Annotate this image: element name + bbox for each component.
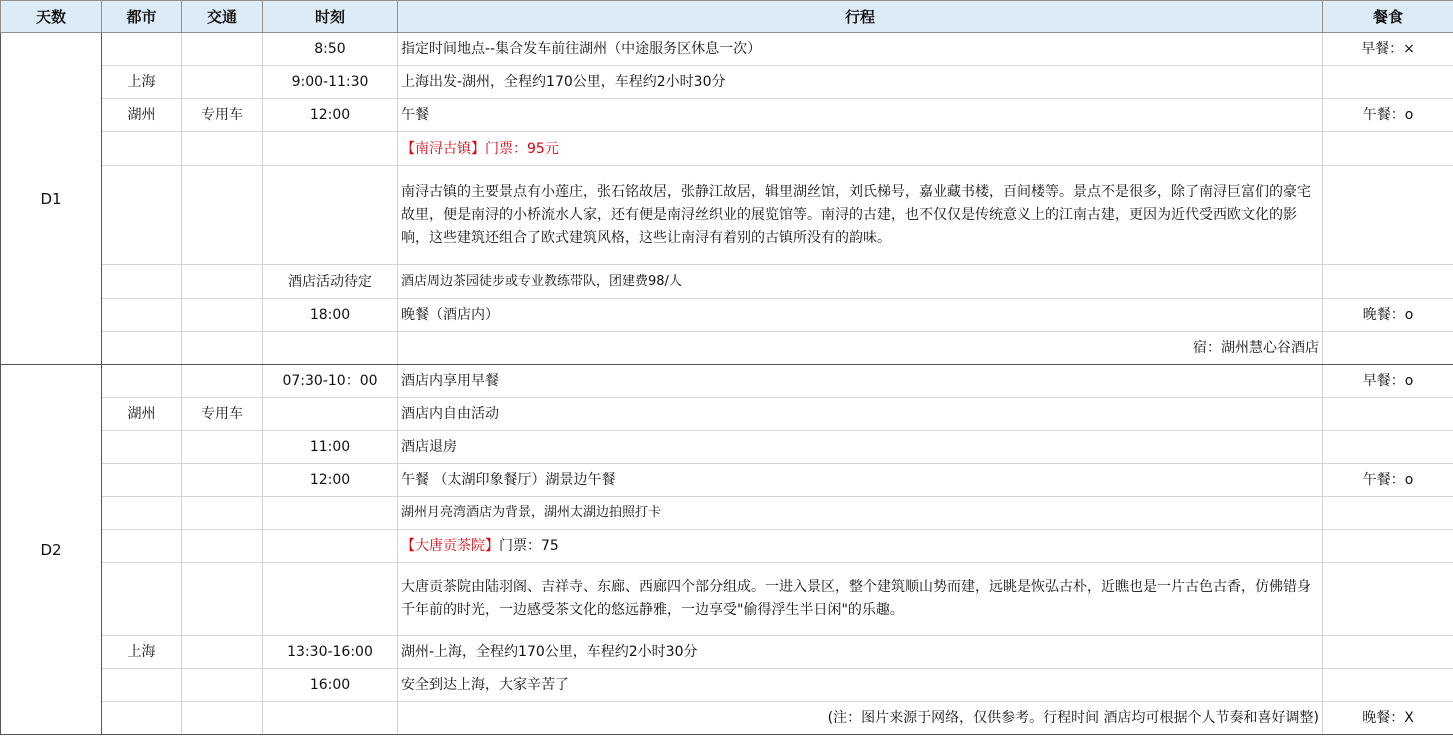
transport-cell (182, 166, 263, 265)
transport-cell: 专用车 (182, 99, 263, 132)
time-cell: 12:00 (263, 464, 398, 497)
time-cell: 13:30-16:00 (263, 636, 398, 669)
city-cell (102, 431, 182, 464)
scenic-description: 大唐贡茶院由陆羽阁、吉祥寺、东廊、西廊四个部分组成。一进入景区，整个建筑顺山势而建，远眺是恢弘古朴，近瞧也是一片古色古香，仿佛错身千年前的时光，一边感受茶文化的悠远静雅，一边享受"偷得浮生半日闲"的乐趣。 (398, 563, 1323, 636)
scenic-spot-title (398, 530, 1323, 563)
city-cell (102, 299, 182, 332)
trip-cell: 湖州-上海，全程约170公里，车程约2小时30分 (398, 636, 1323, 669)
transport-cell (182, 365, 263, 398)
table-row (1, 33, 1453, 66)
meal-cell (1323, 132, 1453, 166)
time-cell (263, 563, 398, 636)
meal-cell (1323, 636, 1453, 669)
meal-cell (1323, 497, 1453, 530)
table-row (1, 464, 1453, 497)
table-row (1, 398, 1453, 431)
city-cell (102, 132, 182, 166)
trip-cell: 午餐 (398, 99, 1323, 132)
time-cell (263, 132, 398, 166)
header-meal: 餐食 (1323, 1, 1453, 33)
scenic-spot-name: 【大唐贡茶院】 (401, 538, 499, 554)
trip-cell: 酒店内自由活动 (398, 398, 1323, 431)
time-cell (263, 332, 398, 365)
city-cell (102, 365, 182, 398)
table-row (1, 530, 1453, 563)
trip-cell: 湖州月亮湾酒店为背景，湖州太湖边拍照打卡 (398, 497, 1323, 530)
city-cell (102, 497, 182, 530)
transport-cell (182, 332, 263, 365)
transport-cell (182, 66, 263, 99)
trip-cell: 酒店退房 (398, 431, 1323, 464)
time-cell: 16:00 (263, 669, 398, 702)
trip-cell: 午餐 （太湖印象餐厅）湖景边午餐 (398, 464, 1323, 497)
transport-cell (182, 563, 263, 636)
trip-cell: 晚餐（酒店内） (398, 299, 1323, 332)
table-row (1, 431, 1453, 464)
meal-cell (1323, 563, 1453, 636)
city-cell: 湖州 (102, 99, 182, 132)
city-cell (102, 166, 182, 265)
transport-cell: 专用车 (182, 398, 263, 431)
time-cell: 18:00 (263, 299, 398, 332)
header-row (1, 1, 1453, 33)
time-cell (263, 166, 398, 265)
transport-cell (182, 702, 263, 735)
meal-cell (1323, 265, 1453, 299)
table-row (1, 636, 1453, 669)
time-cell (263, 702, 398, 735)
meal-cell: 晚餐：X (1323, 702, 1453, 735)
city-cell (102, 265, 182, 299)
table-row (1, 166, 1453, 265)
header-city: 都市 (102, 1, 182, 33)
time-cell: 11:00 (263, 431, 398, 464)
table-row (1, 365, 1453, 398)
transport-cell (182, 464, 263, 497)
transport-cell (182, 33, 263, 66)
time-cell: 07:30-10：00 (263, 365, 398, 398)
table-row (1, 299, 1453, 332)
time-cell (263, 497, 398, 530)
trip-cell: 酒店周边茶园徒步或专业教练带队，团建费98/人 (398, 265, 1323, 299)
meal-cell (1323, 669, 1453, 702)
time-cell: 9:00-11:30 (263, 66, 398, 99)
header-time: 时刻 (263, 1, 398, 33)
city-cell (102, 464, 182, 497)
table-row (1, 497, 1453, 530)
time-cell (263, 530, 398, 563)
transport-cell (182, 299, 263, 332)
ticket-price: 门票：75 (499, 538, 559, 554)
day-cell: D1 (1, 33, 102, 365)
time-cell (263, 398, 398, 431)
table-row (1, 66, 1453, 99)
transport-cell (182, 497, 263, 530)
meal-cell: 晚餐：o (1323, 299, 1453, 332)
city-cell: 湖州 (102, 398, 182, 431)
meal-cell: 早餐：o (1323, 365, 1453, 398)
table-row (1, 332, 1453, 365)
meal-cell (1323, 332, 1453, 365)
meal-cell (1323, 431, 1453, 464)
city-cell (102, 669, 182, 702)
transport-cell (182, 431, 263, 464)
table-row (1, 563, 1453, 636)
scenic-description: 南浔古镇的主要景点有小莲庄，张石铭故居，张静江故居，辑里湖丝馆，刘氏梯号，嘉业藏书楼，百间楼等。景点不是很多，除了南浔巨富们的豪宅故里，便是南浔的小桥流水人家，还有便是南浔丝织业的展览馆等。南浔的古建，也不仅仅是传统意义上的江南古建，更因为近代受西欧文化的影响，这些建筑还组合了欧式建筑风格，这些让南浔有着别的古镇所没有的韵味。 (398, 166, 1323, 265)
transport-cell (182, 265, 263, 299)
hotel-note: 宿：湖州慧心谷酒店 (398, 332, 1323, 365)
meal-cell (1323, 166, 1453, 265)
trip-cell: 安全到达上海，大家辛苦了 (398, 669, 1323, 702)
city-cell: 上海 (102, 66, 182, 99)
header-itinerary: 行程 (398, 1, 1323, 33)
time-cell: 12:00 (263, 99, 398, 132)
city-cell (102, 332, 182, 365)
city-cell (102, 33, 182, 66)
table-row (1, 99, 1453, 132)
meal-cell (1323, 66, 1453, 99)
table-row (1, 669, 1453, 702)
table-row (1, 132, 1453, 166)
transport-cell (182, 636, 263, 669)
meal-cell (1323, 530, 1453, 563)
city-cell (102, 702, 182, 735)
trip-cell: 酒店内享用早餐 (398, 365, 1323, 398)
meal-cell (1323, 398, 1453, 431)
time-cell: 8:50 (263, 33, 398, 66)
scenic-spot-title: 【南浔古镇】门票：95元 (398, 132, 1323, 166)
transport-cell (182, 669, 263, 702)
city-cell (102, 530, 182, 563)
city-cell (102, 563, 182, 636)
table-row (1, 702, 1453, 735)
disclaimer-note: (注：图片来源于网络，仅供参考。行程时间 酒店均可根据个人节奏和喜好调整) (398, 702, 1323, 735)
day-cell: D2 (1, 365, 102, 735)
time-cell: 酒店活动待定 (263, 265, 398, 299)
city-cell: 上海 (102, 636, 182, 669)
transport-cell (182, 132, 263, 166)
transport-cell (182, 530, 263, 563)
table-row (1, 265, 1453, 299)
header-day: 天数 (1, 1, 102, 33)
meal-cell: 午餐：o (1323, 99, 1453, 132)
header-transport: 交通 (182, 1, 263, 33)
trip-cell: 指定时间地点--集合发车前往湖州（中途服务区休息一次） (398, 33, 1323, 66)
meal-cell: 早餐：× (1323, 33, 1453, 66)
meal-cell: 午餐：o (1323, 464, 1453, 497)
trip-cell: 上海出发-湖州，全程约170公里，车程约2小时30分 (398, 66, 1323, 99)
